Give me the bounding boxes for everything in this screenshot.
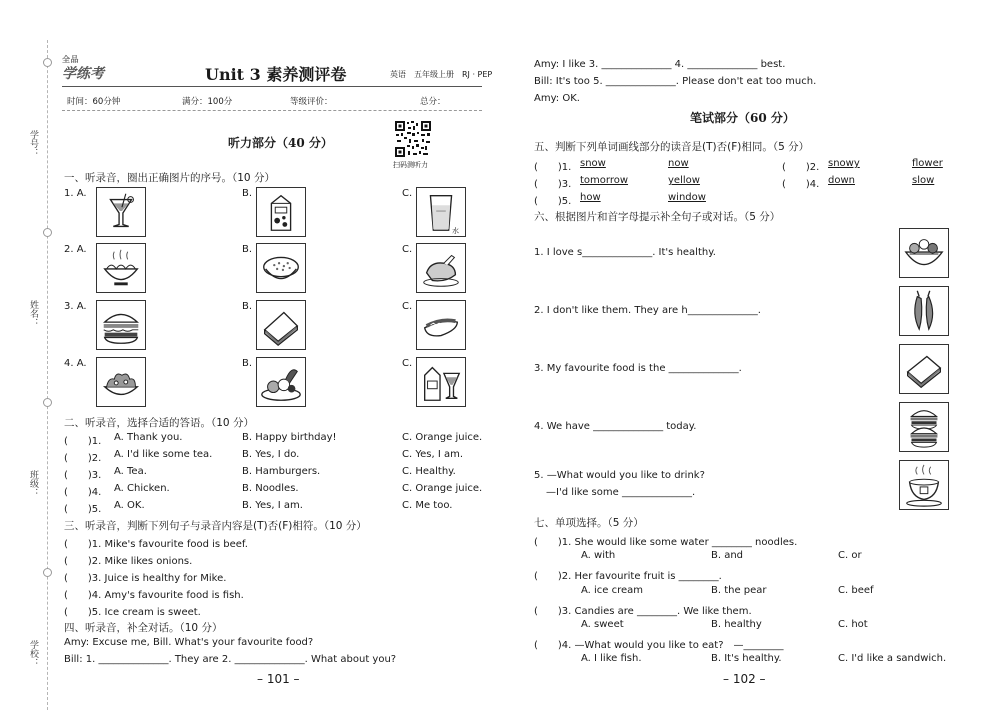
section4-heading: 四、听录音，补全对话。（10 分） [64,622,223,634]
binding-hole [43,58,52,67]
s2-q3-option-c[interactable]: C. Healthy. [402,466,456,477]
s5-q5-number: ( )5. [534,196,572,207]
juice-glass-icon[interactable] [96,187,146,237]
s2-q2-option-c[interactable]: C. Yes, I am. [402,449,464,460]
logo-top-text: 全品 [62,55,79,64]
q1-option-b-label: B. [242,188,253,199]
page-number-right: – 102 – [723,672,766,686]
q4-option-a-label: 4. A. [64,358,87,369]
s5-q4-word1: down [828,175,855,186]
s2-q3-number: ( )3. [64,470,102,481]
s5-q2-word2: flower [912,158,943,169]
s7-q1-option-a[interactable]: A. with [581,550,616,561]
brand-logo [62,54,114,80]
s5-q3-word2: yellow [668,175,700,186]
s7-q4-option-c[interactable]: C. I'd like a sandwich. [838,653,947,664]
salad-bowl-icon [899,228,949,278]
hamburger-icon[interactable] [96,300,146,350]
s7-q1-option-c[interactable]: C. or [838,550,862,561]
school-label: 学校： [28,640,38,667]
noodles-bowl-icon[interactable] [96,243,146,293]
grade-label: 等级评价： [290,97,333,107]
s3-item-4[interactable]: ( )4. Amy's favourite food is fish. [64,590,244,601]
s5-q1-word2: now [668,158,689,169]
student-id-label: 学号： [28,130,38,157]
dialogue-line-1: Amy: Excuse me, Bill. What's your favourite food? [64,637,314,648]
s7-q3-option-c[interactable]: C. hot [838,619,868,630]
binding-hole [43,568,52,577]
logo-main-text: 学练考 [62,66,104,82]
s5-q4-word2: slow [912,175,935,186]
section1-heading: 一、听录音，圈出正确图片的序号。（10 分） [64,172,275,184]
s2-q5-number: ( )5. [64,504,102,515]
tea-cup-icon [899,460,949,510]
section2-heading: 二、听录音，选择合适的答语。（10 分） [64,417,254,429]
s3-item-2[interactable]: ( )2. Mike likes onions. [64,556,193,567]
dialogue-line-4[interactable]: Bill: It's too 5. ______________. Please don't eat too much. [534,76,817,87]
milk-carton-icon[interactable] [256,187,306,237]
page-number-left: – 101 – [257,672,300,686]
s2-q3-option-a[interactable]: A. Tea. [114,466,147,477]
sandwich-icon[interactable] [256,300,306,350]
s7-q2-option-a[interactable]: A. ice cream [581,585,644,596]
s2-q4-option-b[interactable]: B. Noodles. [242,483,299,494]
s7-q2-option-c[interactable]: C. beef [838,585,874,596]
q4-option-b-label: B. [242,358,253,369]
q3-option-b-label: B. [242,301,253,312]
section7-heading: 七、单项选择。（5 分） [534,517,644,529]
s2-q1-number: ( )1. [64,436,102,447]
q4-option-c-label: C. [402,358,413,369]
s7-q1[interactable]: ( )1. She would like some water ________ noodles. [534,537,798,548]
s7-q3-option-b[interactable]: B. healthy [711,619,762,630]
s3-item-5[interactable]: ( )5. Ice cream is sweet. [64,607,201,618]
hamburgers-icon [899,402,949,452]
full-score-label: 满分：100分 [182,97,233,107]
s5-q3-number: ( )3. [534,179,572,190]
s2-q1-option-a[interactable]: A. Thank you. [114,432,183,443]
time-label: 时间：60分钟 [67,97,121,107]
s3-item-3[interactable]: ( )3. Juice is healthy for Mike. [64,573,227,584]
binding-dashed-line [47,40,48,710]
s7-q3[interactable]: ( )3. Candies are ________. We like them. [534,606,752,617]
s5-q3-word1: tomorrow [580,175,629,186]
q2-option-b-label: B. [242,244,253,255]
s7-q2[interactable]: ( )2. Her favourite fruit is ________. [534,571,722,582]
s7-q4-option-b[interactable]: B. It's healthy. [711,653,782,664]
water-label: 水 [452,227,459,235]
s2-q5-option-b[interactable]: B. Yes, I am. [242,500,303,511]
s2-q3-option-b[interactable]: B. Hamburgers. [242,466,321,477]
s2-q4-option-c[interactable]: C. Orange juice. [402,483,483,494]
s2-q1-option-c[interactable]: C. Orange juice. [402,432,483,443]
header-rule [62,86,482,87]
s6-item-2[interactable]: 2. I don't like them. They are h______________. [534,305,761,316]
listening-section-title: 听力部分（40 分） [228,136,333,150]
header-dotted-rule [62,110,482,111]
s5-q1-word1: snow [580,158,606,169]
rice-bowl-icon[interactable] [256,243,306,293]
s6-item-3[interactable]: 3. My favourite food is the ______________. [534,363,742,374]
binding-hole [43,228,52,237]
fruit-plate-icon[interactable] [256,357,306,407]
dialogue-line-3[interactable]: Amy: I like 3. ______________ 4. ______________ best. [534,59,786,70]
s6-item-1[interactable]: 1. I love s______________. It's healthy. [534,247,716,258]
binding-hole [43,398,52,407]
s2-q1-option-b[interactable]: B. Happy birthday! [242,432,337,443]
s6-item-5-answer[interactable]: —I'd like some ______________. [546,487,696,498]
s2-q2-number: ( )2. [64,453,102,464]
s2-q2-option-a[interactable]: A. I'd like some tea. [114,449,213,460]
s7-q1-option-b[interactable]: B. and [711,550,744,561]
q2-option-c-label: C. [402,244,413,255]
s6-item-4[interactable]: 4. We have ______________ today. [534,421,697,432]
q3-option-c-label: C. [402,301,413,312]
dialogue-line-2[interactable]: Bill: 1. ______________. They are 2. ______________. What about you? [64,654,397,665]
qr-code[interactable] [394,120,432,158]
s5-q1-number: ( )1. [534,162,572,173]
s2-q2-option-b[interactable]: B. Yes, I do. [242,449,300,460]
student-name-label: 姓名： [28,300,38,327]
s5-q5-word1: how [580,192,601,203]
sandwich-icon [899,344,949,394]
s7-q2-option-b[interactable]: B. the pear [711,585,767,596]
s2-q4-number: ( )4. [64,487,102,498]
s5-q2-number: ( )2. [782,162,820,173]
salad-icon[interactable] [96,357,146,407]
s5-q2-word1: snowy [828,158,860,169]
s6-item-5: 5. —What would you like to drink? [534,470,705,481]
s7-q4[interactable]: ( )4. —What would you like to eat? —________ [534,640,784,651]
s7-q4-option-a[interactable]: A. I like fish. [581,653,642,664]
s2-q5-option-a[interactable]: A. OK. [114,500,145,511]
q2-option-a-label: 2. A. [64,244,87,255]
s2-q4-option-a[interactable]: A. Chicken. [114,483,170,494]
milk-juice-icon[interactable] [416,357,466,407]
page-title: Unit 3 素养测评卷 [205,65,347,84]
hotdog-icon[interactable] [416,300,466,350]
s7-q3-option-a[interactable]: A. sweet [581,619,624,630]
q1-option-a-label: 1. A. [64,188,87,199]
written-section-title: 笔试部分（60 分） [690,111,795,125]
section5-heading: 五、判断下列单词画线部分的读音是(T)否(F)相同。（5 分） [534,141,810,153]
chili-peppers-icon [899,286,949,336]
q1-option-c-label: C. [402,188,413,199]
qr-caption: 扫码测听力 [393,161,428,169]
subject-info: 英语 五年级上册 RJ · PEP [390,70,493,79]
dialogue-line-5: Amy: OK. [534,93,580,104]
roast-chicken-icon[interactable] [416,243,466,293]
section6-heading: 六、根据图片和首字母提示补全句子或对话。（5 分） [534,211,781,223]
q3-option-a-label: 3. A. [64,301,87,312]
s5-q5-word2: window [668,192,706,203]
s2-q5-option-c[interactable]: C. Me too. [402,500,453,511]
s5-q4-number: ( )4. [782,179,820,190]
section3-heading: 三、听录音，判断下列句子与录音内容是(T)否(F)相符。（10 分） [64,520,367,532]
class-label: 班级： [28,470,38,497]
total-score-label: 总分： [420,97,446,107]
s3-item-1[interactable]: ( )1. Mike's favourite food is beef. [64,539,248,550]
